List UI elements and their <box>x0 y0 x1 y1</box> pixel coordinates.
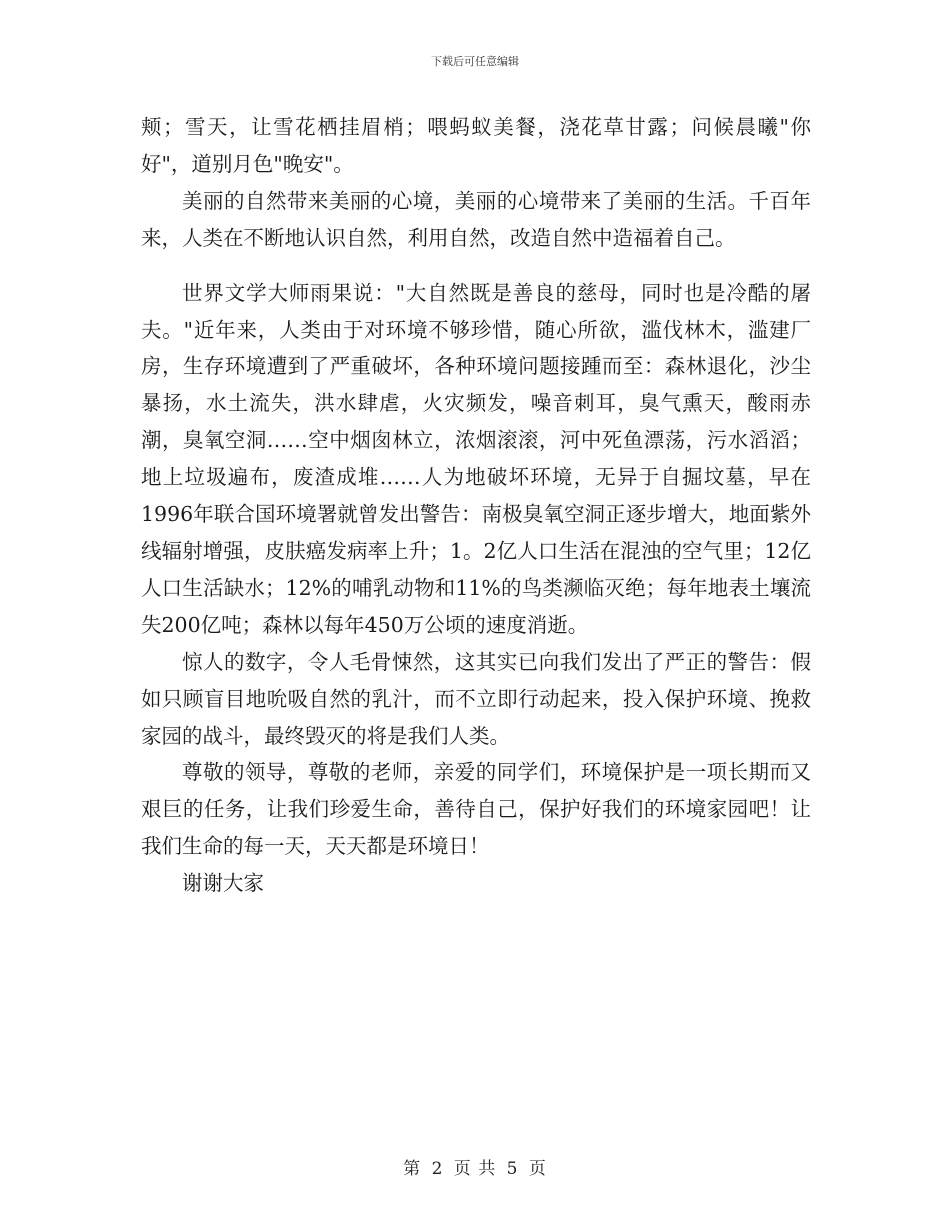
footer-prefix: 第 <box>403 1159 422 1179</box>
page-footer <box>0 1154 950 1179</box>
paragraph: 世界文学大师雨果说："大自然既是善良的慈母，同时也是冷酷的屠夫。"近年来，人类由于对环境不够珍惜，随心所欲，滥伐林木，滥建厂房，生存环境遭到了严重破坏，各种环境问题接踵而至：森林退化，沙尘暴扬，水土流失，洪水肆虐，火灾频发，噪音刺耳，臭气熏天，酸雨赤潮，臭氧空洞……空中烟囱林立，浓烟滚滚，河中死鱼漂荡，污水滔滔；地上垃圾遍布，废渣成堆……人为地破坏环境，无异于自掘坟墓，早在1996年联合国环境署就曾发出警告：南极臭氧空洞正逐步增大，地面紫外线辐射增强，皮肤癌发病率上升；1。2亿人口生活在混浊的空气里；12亿人口生活缺水；12%的哺乳动物和11%的鸟类濒临灭绝；每年地表土壤流失200亿吨；森林以每年450万公顷的速度消逝。 <box>141 280 811 637</box>
page-header: 下载后可任意编辑 <box>431 55 519 68</box>
closing-line: 谢谢大家 <box>182 871 264 896</box>
paragraph: 惊人的数字，令人毛骨悚然，这其实已向我们发出了严正的警告：假如只顾盲目地吮吸自然的乳汁，而不立即行动起来，投入保护环境、挽救家园的战斗，最终毁灭的将是我们人类。 <box>141 649 811 748</box>
footer-suffix: 页 <box>528 1159 547 1179</box>
paragraph: 尊敬的领导，尊敬的老师，亲爱的同学们，环境保护是一项长期而又艰巨的任务，让我们珍爱生命，善待自己，保护好我们的环境家园吧！让我们生命的每一天，天天都是环境日！ <box>141 760 811 859</box>
current-page-number: 2 <box>431 1159 444 1179</box>
paragraph: 美丽的自然带来美丽的心境，美丽的心境带来了美丽的生活。千百年来，人类在不断地认识自然，利用自然，改造自然中造福着自己。 <box>141 188 811 250</box>
paragraph-continued: 颊；雪天，让雪花栖挂眉梢；喂蚂蚁美餐，浇花草甘露；问候晨曦"你好"，道别月色"晚安"。 <box>141 115 811 176</box>
total-pages-number: 5 <box>506 1159 519 1179</box>
document-body <box>141 109 811 902</box>
footer-middle: 页 共 <box>453 1159 497 1179</box>
